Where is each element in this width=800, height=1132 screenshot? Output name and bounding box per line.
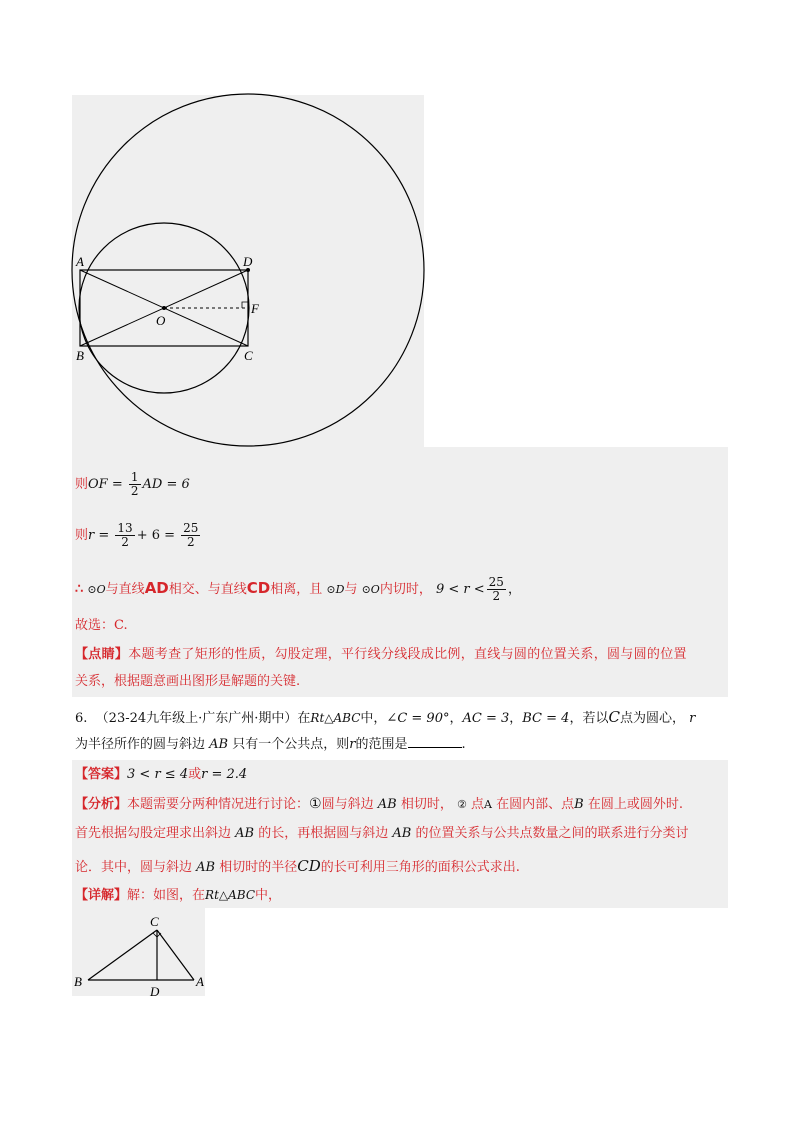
choice-line: 故选：C. [75, 618, 128, 633]
figure1-geometry [0, 0, 800, 460]
answer-line: 【答案】3 < r ≤ 4或r = 2.4 [75, 767, 248, 782]
detail-line: 【详解】解：如图，在Rt△ABC中， [75, 888, 282, 903]
figure2-geometry [0, 900, 800, 1000]
label-o: O [156, 313, 166, 328]
right-angle-mark-f [242, 302, 248, 308]
comment-label: 【点睛】 [75, 647, 129, 662]
question6-line2: 为半径所作的圆与斜边 AB 只有一个公共点，则r的范围是 . [75, 737, 466, 752]
comment-line2: 关系，根据题意画出图形是解题的关键. [75, 674, 301, 689]
analysis-line2: 首先根据勾股定理求出斜边 AB 的长，再根据圆与斜边 AB 的位置关系与公共点数量之间的联系进行分类讨 [75, 826, 689, 841]
fraction-13-2: $\frac{13}{2}$ [117, 521, 133, 549]
label-b: B [76, 348, 84, 363]
label-a2: A [196, 974, 204, 989]
analysis-label: 【分析】 [75, 797, 128, 812]
label-d2: D [150, 984, 160, 999]
detail-label: 【详解】 [75, 888, 128, 903]
of-line: 则OF = $\frac{1}{2}$ AD = 6 [75, 470, 190, 498]
answer-label: 【答案】 [75, 767, 128, 782]
analysis-line1: 【分析】本题需要分两种情况进行讨论：①圆与斜边 AB 相切时， ② 点A 在圆内部、点B 在圆上或圆外时. [75, 796, 683, 812]
label-b2: B [74, 974, 82, 989]
label-f: F [251, 301, 259, 316]
r-line: 则r = $\frac{13}{2}$ + 6 = $\frac{25}{2}$ [75, 521, 199, 549]
side-bc [88, 930, 157, 980]
answer-blank [408, 735, 462, 748]
comment-line1: 【点睛】本题考查了矩形的性质，勾股定理，平行线分线段成比例，直线与圆的位置关系，圆与圆的位置 [75, 647, 687, 662]
fraction-half: $\frac{1}{2}$ [130, 470, 139, 498]
conclusion-line: ∴ ⊙O与直线AD相交、与直线CD相离，且 ⊙D与 ⊙O内切时， 9 < r < $\frac{25}{2}$ ， [75, 575, 521, 603]
label-c: C [244, 348, 253, 363]
fraction-25-2-b: $\frac{25}{2}$ [488, 575, 504, 603]
label-c2: C [150, 914, 159, 929]
side-ca [157, 930, 194, 980]
question6-line1: 6. （23-24九年级上·广东广州·期中）在Rt△ABC中，∠C = 90°，AC = 3，BC = 4，若以C点为圆心， r [75, 708, 696, 726]
label-a: A [76, 254, 84, 269]
analysis-line3: 论．其中，圆与斜边 AB 相切时的半径CD的长可利用三角形的面积公式求出. [75, 857, 520, 875]
point-o [162, 306, 166, 310]
label-d: D [243, 254, 253, 269]
fraction-25-2: $\frac{25}{2}$ [183, 521, 199, 549]
